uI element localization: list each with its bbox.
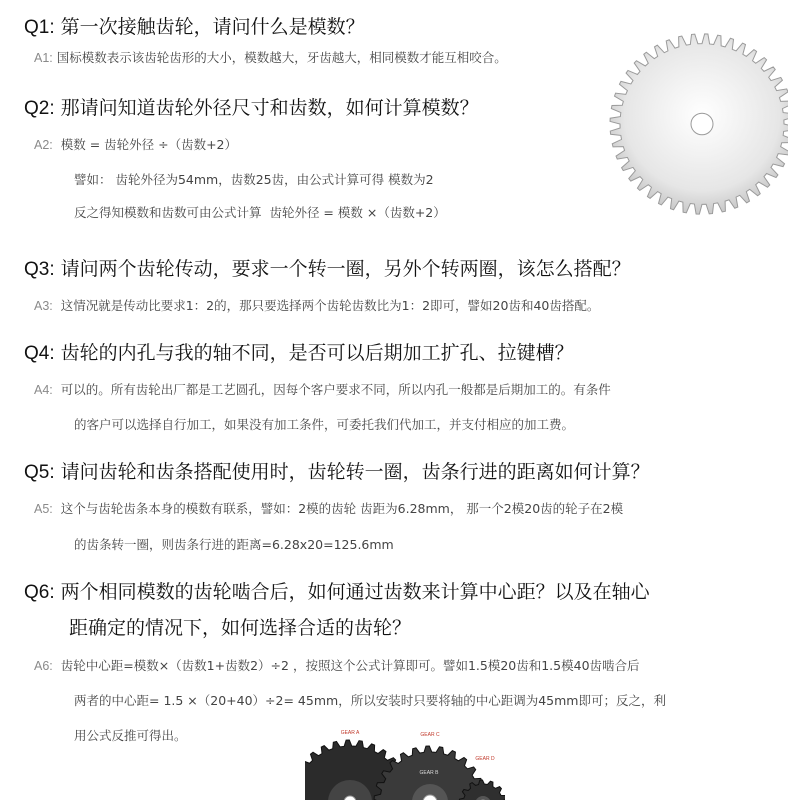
gear-a-label: GEAR A bbox=[340, 730, 360, 736]
answer-5-line2: 的齿条转一圈，则齿条行进的距离=6.28x20=125.6mm bbox=[74, 537, 394, 552]
answer-2: A2: 模数 = 齿轮外径 ÷（齿数+2） bbox=[34, 137, 238, 152]
answer-6-line2: 两者的中心距= 1.5 ×（20+40）÷2= 45mm，所以安装时只要将轴的中心距调为45mm即可；反之，利 bbox=[74, 693, 666, 708]
top-gear-bore bbox=[691, 113, 713, 135]
question-6-line2: 距确定的情况下，如何选择合适的齿轮？ bbox=[69, 617, 412, 639]
answer-2-line2: 譬如： 齿轮外径为54mm，齿数25齿，由公式计算可得 模数为2 bbox=[74, 172, 434, 187]
gear-illustration bbox=[598, 16, 788, 226]
answer-6: A6: 齿轮中心距=模数×（齿数1+齿数2）÷2 ，按照这个公式计算即可。譬如1.5模20齿和1.5模40齿啮合后 bbox=[34, 658, 640, 673]
question-5: Q5: 请问齿轮和齿条搭配使用时，齿轮转一圈，齿条行进的距离如何计算？ bbox=[24, 461, 650, 483]
gear-d-label: GEAR D bbox=[475, 756, 495, 762]
gear-train-illustration bbox=[305, 724, 505, 800]
question-6: Q6: 两个相同模数的齿轮啮合后，如何通过齿数来计算中心距？以及在轴心 bbox=[24, 581, 650, 603]
gear-b-label: GEAR B bbox=[419, 770, 439, 776]
answer-5: A5: 这个与齿轮齿条本身的模数有联系，譬如：2模的齿轮 齿距为6.28mm， 那一个2模20齿的轮子在2模 bbox=[34, 501, 624, 516]
answer-4-line2: 的客户可以选择自行加工，如果没有加工条件，可委托我们代加工，并支付相应的加工费。 bbox=[74, 417, 575, 432]
answer-3: A3: 这情况就是传动比要求1：2的，那只要选择两个齿轮齿数比为1：2即可，譬如20齿和40齿搭配。 bbox=[34, 298, 600, 313]
question-3: Q3: 请问两个齿轮传动，要求一个转一圈，另外个转两圈，该怎么搭配？ bbox=[24, 258, 631, 280]
question-4: Q4: 齿轮的内孔与我的轴不同，是否可以后期加工扩孔、拉键槽？ bbox=[24, 342, 574, 364]
answer-4: A4: 可以的。所有齿轮出厂都是工艺圆孔，因每个客户要求不同，所以内孔一般都是后期加工的。有条件 bbox=[34, 382, 611, 397]
question-2: Q2: 那请问知道齿轮外径尺寸和齿数，如何计算模数？ bbox=[24, 97, 479, 119]
answer-1: A1: 国标模数表示该齿轮齿形的大小，模数越大，牙齿越大，相同模数才能互相咬合。 bbox=[34, 50, 507, 65]
answer-6-line3: 用公式反推可得出。 bbox=[74, 728, 187, 743]
question-1: Q1: 第一次接触齿轮，请问什么是模数？ bbox=[24, 16, 365, 38]
answer-2-line3: 反之得知模数和齿数可由公式计算 齿轮外径 = 模数 ×（齿数+2） bbox=[74, 205, 446, 220]
gear-c-label: GEAR C bbox=[420, 732, 440, 738]
